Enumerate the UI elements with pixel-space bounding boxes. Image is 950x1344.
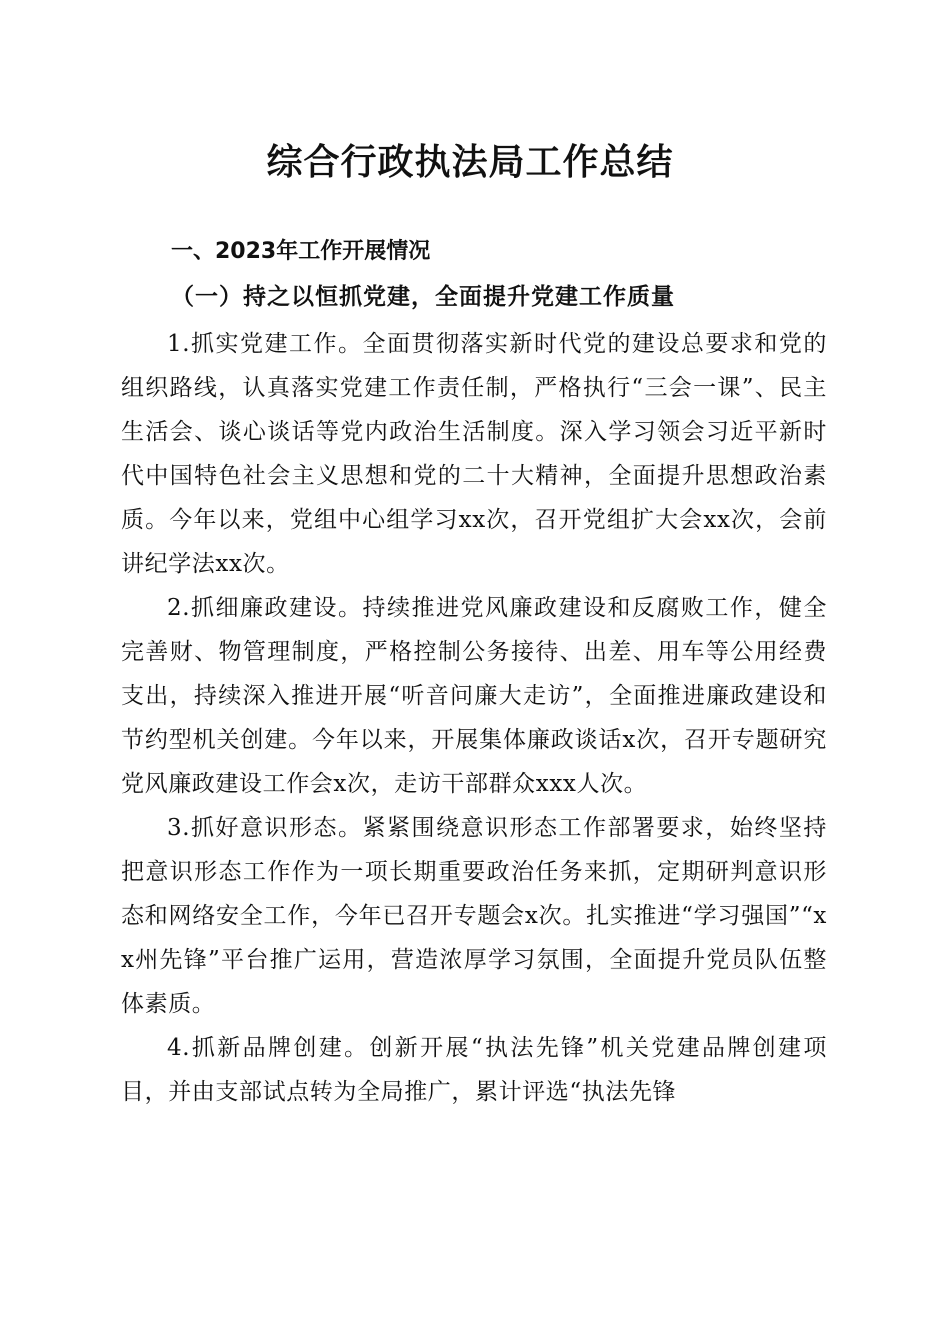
section-heading: 一、2023年工作开展情况 xyxy=(171,239,431,264)
paragraph: 1.抓实党建工作。全面贯彻落实新时代党的建设总要求和党的组织路线，认真落实党建工作责任制，严格执行“三会一课”、民主生活会、谈心谈话等党内政治生活制度。深入学习领会习近平新时代中国特色社会主义思想和党的二十大精神，全面提升思想政治素质。今年以来，党组中心组学习xx次，召开党组扩大会xx次，会前讲纪学法xx次。 xyxy=(121,331,827,577)
paragraph: 4.抓新品牌创建。创新开展“执法先锋”机关党建品牌创建项目，并由支部试点转为全局推广，累计评选“执法先锋 xyxy=(121,1035,827,1105)
paragraph: 3.抓好意识形态。紧紧围绕意识形态工作部署要求，始终坚持把意识形态工作作为一项长期重要政治任务来抓，定期研判意识形态和网络安全工作，今年已召开专题会x次。扎实推进“学习强国”“xx州先锋”平台推广运用，营造浓厚学习氛围，全面提升党员队伍整体素质。 xyxy=(121,815,827,1017)
document-title: 综合行政执法局工作总结 xyxy=(266,141,674,183)
subsection-heading: （一）持之以恒抓党建，全面提升党建工作质量 xyxy=(171,283,675,310)
document-body xyxy=(121,322,827,1114)
paragraph: 2.抓细廉政建设。持续推进党风廉政建设和反腐败工作，健全完善财、物管理制度，严格控制公务接待、出差、用车等公用经费支出，持续深入推进开展“听音问廉大走访”，全面推进廉政建设和节约型机关创建。今年以来，开展集体廉政谈话x次，召开专题研究党风廉政建设工作会x次，走访干部群众xxx人次。 xyxy=(121,595,827,797)
